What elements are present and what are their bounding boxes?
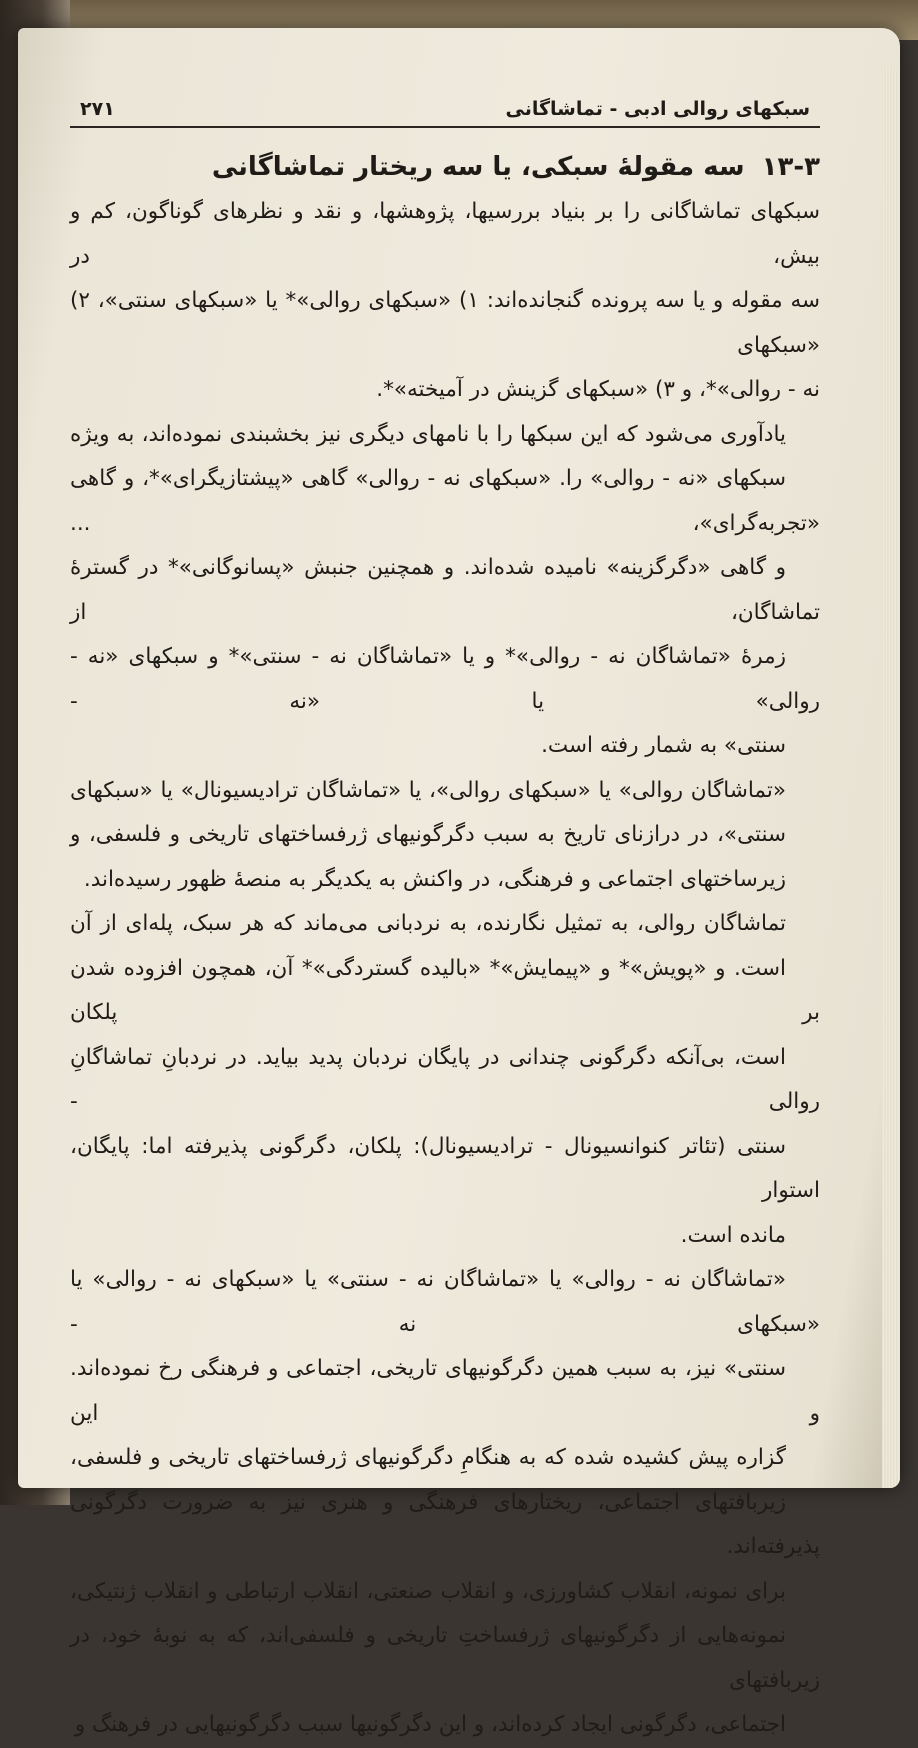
text-line: سه مقوله و یا سه پرونده گنجانده‌اند: ۱) «سبکهای روالی»* یا «سبکهای سنتی»، ۲) «سبکهای — [70, 288, 821, 358]
text-line: اجتماعی، دگرگونی ایجاد کرده‌اند، و این دگرگونیها سبب دگرگونیهایی در فرهنگ و — [74, 1712, 786, 1737]
paragraph — [70, 902, 820, 1258]
text-line: سنتی» نیز، به سبب همین دگرگونیهای تاریخی، اجتماعی و فرهنگی رخ نموده‌اند. و این — [70, 1356, 820, 1426]
text-line: زمرهٔ «تماشاگان نه - روالی»* و یا «تماشاگان نه - سنتی»* و سبکهای «نه - روالی» یا «نه - — [70, 644, 820, 714]
paragraph — [70, 413, 820, 769]
page-number: ۲۷۱ — [80, 98, 115, 120]
page-content — [70, 98, 820, 1748]
text-line: گزاره پیش کشیده شده که به هنگامِ دگرگونیهای ژرفساختهای تاریخی و فلسفی، — [70, 1445, 786, 1470]
paragraph — [70, 769, 820, 903]
section-title: سه مقولهٔ سبکی، یا سه ریختار تماشاگانی — [211, 152, 745, 182]
text-line: برای نمونه، انقلاب کشاورزی، و انقلاب صنعتی، انقلاب ارتباطی و انقلاب ژنتیکی، — [70, 1578, 786, 1604]
text-line: یادآوری می‌شود که این سبکها را با نامهای دیگری نیز بخشبندی نموده‌اند، به ویژه — [70, 421, 786, 447]
text-line: زیربافتهای اجتماعی، ریختارهای فرهنگی و هنری نیز به ضرورت دگرگونی پذیرفته‌اند. — [70, 1489, 820, 1559]
text-line: سنتی»، در درازنای تاریخ به سبب دگرگونیهای ژرفساختهای تاریخی و فلسفی، و — [70, 822, 786, 847]
text-line: سنتی (تئاتر کنوانسیونال - ترادیسیونال): پلکان، دگرگونی پذیرفته اما: پایگان، استوار — [70, 1133, 820, 1203]
paragraph — [70, 1258, 820, 1748]
text-line: «تماشاگان نه - روالی» یا «تماشاگان نه - سنتی» یا «سبکهای نه - روالی» یا «سبکهای نه - — [70, 1267, 820, 1337]
section-heading — [70, 150, 820, 184]
text-line: و گاهی «دگرگزینه» نامیده شده‌اند. و همچنین جنبش «پسانوگانی»* در گسترهٔ تماشاگان، از — [70, 555, 820, 625]
text-line: سبکهای تماشاگانی را بر بنیاد بررسیها، پژوهشها، و نقد و نظرهای گوناگون، کم و بیش، در — [70, 199, 820, 269]
text-line: نه - روالی»*، و ۳) «سبکهای گزینش در آمیخته»*. — [376, 377, 820, 402]
text-line: تماشاگان روالی، به تمثیل نگارنده، به نردبانی می‌ماند که هر سبک، پله‌ای از آن — [70, 911, 786, 936]
text-line: مانده است. — [680, 1222, 786, 1248]
text-line: «تماشاگان روالی» یا «سبکهای روالی»، یا «تماشاگان ترادیسیونال» یا «سبکهای — [70, 777, 786, 803]
section-number: ۱۳-۳ — [761, 152, 820, 182]
text-line: سنتی» به شمار رفته است. — [541, 733, 786, 758]
text-line: نمونه‌هایی از دگرگونیهای ژرفساختِ تاریخی و فلسفی‌اند، که به نوبهٔ خود، در زیربافتهای — [70, 1623, 820, 1693]
text-line: است. و «پویش»* و «پیمایش»* «بالیده گستردگی»* آن، همچون افزوده شدن بر پلکان — [70, 955, 820, 1025]
body-text — [70, 190, 820, 1748]
text-line: است، بی‌آنکه دگرگونی چندانی در پایگان نردبان پدید بیاید. در نردبانِ تماشاگانِ روالی - — [70, 1044, 820, 1114]
paragraph — [70, 190, 820, 413]
text-line: زیرساختهای اجتماعی و فرهنگی، در واکنش به یکدیگر به منصهٔ ظهور رسیده‌اند. — [83, 866, 786, 892]
running-title: سبکهای روالی ادبی - تماشاگانی — [505, 98, 810, 120]
text-line: سبکهای «نه - روالی» را. «سبکهای نه - روالی» گاهی «پیشتازیگرای»*، و گاهی «تجربه‌گرای»، ... — [70, 466, 820, 536]
running-header — [70, 98, 820, 128]
page-stack-edge — [882, 68, 900, 1488]
